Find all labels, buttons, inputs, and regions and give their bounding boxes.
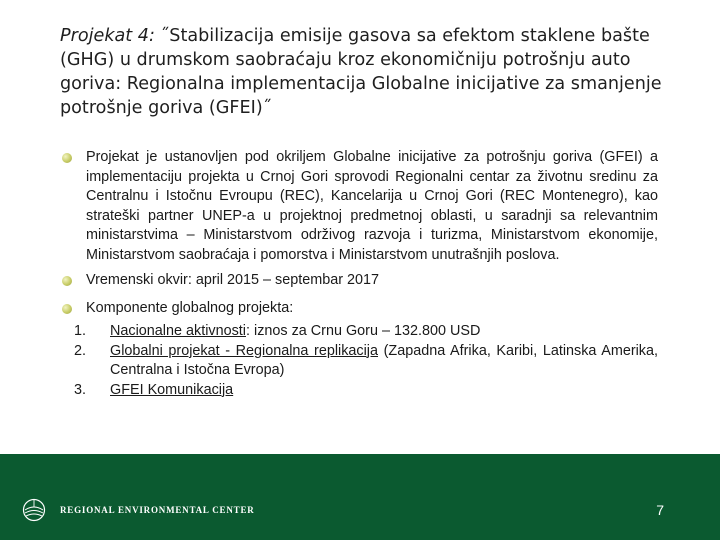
bullet-item: [62, 299, 658, 319]
bullet-dot-icon: [62, 304, 72, 314]
component-title: GFEI Komunikacija: [110, 381, 234, 398]
bullet-text: Vremenski okvir: april 2015 – septembar 2017: [86, 272, 380, 288]
bullet-dot-icon: [62, 153, 72, 163]
component-item: [62, 381, 658, 401]
component-number: 2.: [74, 342, 87, 359]
component-detail: (Zapadna Afrika, Karibi, Latinska Amerika, Centralna i Istočna Evropa): [110, 342, 659, 378]
component-number: 3.: [74, 381, 87, 398]
component-title: Globalni projekat - Regionalna replikacija: [110, 342, 379, 359]
bullet-text: Komponente globalnog projekta:: [86, 299, 294, 316]
components-list: [62, 322, 658, 400]
organization-name: REGIONAL ENVIRONMENTAL CENTER: [60, 505, 255, 515]
component-item: [62, 342, 658, 381]
bullet-item: [62, 271, 658, 291]
bullet-item: [62, 148, 658, 265]
rec-globe-logo-icon: [22, 498, 46, 522]
title-lead: Projekat 4:: [60, 26, 155, 46]
slide-title: [60, 24, 670, 120]
component-number: 1.: [74, 323, 87, 339]
bullet-dot-icon: [62, 276, 72, 286]
component-title: Nacionalne aktivnosti: [110, 323, 246, 339]
bullet-text: Projekat je ustanovljen pod okriljem Globalne inicijative za potrošnju goriva (GFEI) a implementaciju projekta u Crnoj Gori sprovodi Regionalni centar za životnu sredinu za Centralnu i Istočnu Evroupu (REC), Kancelarija u Crnoj Gori (REC Montenegro), kao strateški partner UNEP-a u projektnoj predmetnoj oblasti, u saradnji sa relevantnim ministarstvima – Ministarstvom održivog razvoja i turizma, Ministarstvom ekonomije, Ministarstvom saobraćaja i pomorstva i Ministarstvom unutrašnjih poslova.: [86, 149, 658, 263]
component-detail: : iznos za Crnu Goru – 132.800 USD: [246, 323, 481, 339]
title-text: ˝Stabilizacija emisije gasova sa efektom staklene bašte (GHG) u drumskom saobraćaju kroz ekonomičniju potrošnju auto goriva: Regionalna implementacija Globalne inicijative za smanjenje potrošnje goriva (GFEI)˝: [60, 26, 662, 118]
footer-bar: [0, 454, 720, 540]
component-item: [62, 322, 658, 342]
page-number: 7: [656, 502, 664, 518]
slide-content: [62, 148, 658, 400]
